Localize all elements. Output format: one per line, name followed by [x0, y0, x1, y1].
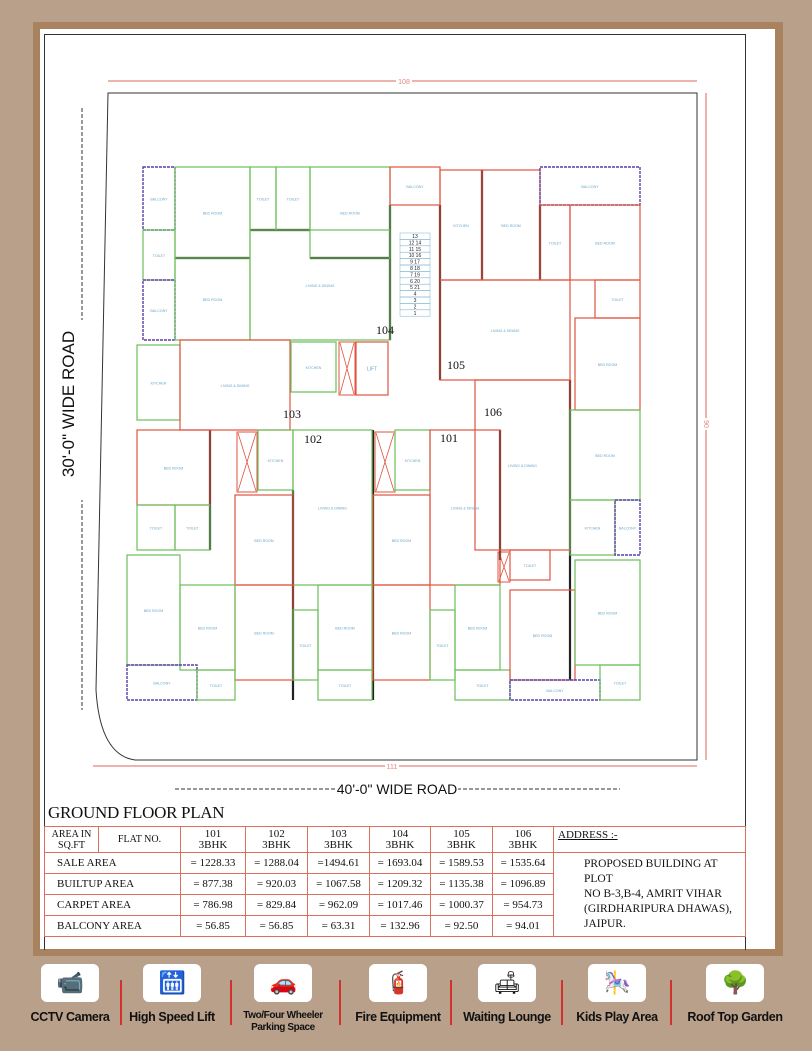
flat-number-label: 106	[484, 405, 502, 419]
stair-number: 3	[413, 298, 417, 304]
area-value: = 954.73	[493, 895, 554, 916]
area-value: = 1067.58	[308, 874, 370, 895]
address-line: PROPOSED BUILDING AT PLOT	[584, 858, 718, 885]
room-label: TOILET	[611, 298, 624, 302]
plan-title: GROUND FLOOR PLAN	[48, 803, 225, 822]
road-label-bottom: 40'-0" WIDE ROAD	[336, 781, 458, 797]
header-area: AREA IN SQ.FT	[45, 827, 99, 853]
stair-number: 2	[413, 304, 417, 311]
stair-number: 9 17	[410, 259, 420, 266]
room-label: TOILET	[523, 564, 537, 568]
amenity-label: High Speed Lift	[129, 1010, 215, 1024]
garden-icon: 🌳	[706, 964, 764, 1002]
room-label: LIVING & DINING	[305, 284, 335, 288]
area-value: = 92.50	[431, 916, 493, 937]
room-label: BED ROOM	[595, 241, 615, 246]
room-label: BED ROOM	[501, 224, 521, 228]
room-label: BED ROOM	[143, 609, 164, 613]
header-flat-101: 101 3BHK	[181, 827, 246, 853]
flat-number-label: 103	[283, 407, 301, 421]
room-label: TOILET	[338, 684, 352, 688]
address-line: NO B-3,B-4, AMRIT VIHAR	[584, 888, 722, 900]
dim-bottom: 111	[386, 764, 398, 771]
stair-number: 11 15	[408, 246, 422, 253]
address-label: ADDRESS :-	[554, 827, 746, 853]
dim-right: 90	[702, 420, 709, 428]
area-value: = 132.96	[370, 916, 431, 937]
flat-number-label: 104	[376, 323, 394, 337]
stair-number: 8 18	[410, 266, 420, 272]
header-flat-102: 102 3BHK	[246, 827, 308, 853]
amenities-bar	[0, 960, 812, 1050]
room-label: BED ROOM	[595, 454, 615, 458]
area-table	[44, 826, 746, 937]
area-value: =1494.61	[308, 853, 370, 874]
flat-number-label: 102	[304, 432, 322, 446]
room-label: BED ROOM	[335, 626, 355, 631]
header-flat-106: 106 3BHK	[493, 827, 554, 853]
amenity-label: Kids Play Area	[576, 1010, 658, 1024]
row-label: CARPET AREA	[45, 895, 181, 916]
stair-number: 7 19	[410, 272, 420, 279]
area-value: = 877.38	[181, 874, 246, 895]
swing-icon: 🎠	[588, 964, 646, 1002]
amenity-separator	[561, 980, 563, 1025]
room-label: BED ROOM	[467, 626, 488, 631]
parking-icon: 🚗	[254, 964, 312, 1002]
area-value: = 1535.64	[493, 853, 554, 874]
header-flat-105: 105 3BHK	[431, 827, 493, 853]
amenity-label: Roof Top Garden	[687, 1010, 783, 1024]
room-label: BALCONY	[618, 526, 637, 531]
room-label: TOILET	[299, 644, 312, 648]
room-label: TOILET	[149, 526, 163, 531]
address-text	[554, 853, 746, 937]
room-label: BALCONY	[150, 309, 168, 313]
room-label: BED ROOM	[163, 466, 184, 471]
row-label: BALCONY AREA	[45, 916, 181, 937]
lounge-icon: 🛋	[478, 964, 536, 1002]
room-label: TOILET	[286, 197, 300, 202]
area-value: = 1000.37	[431, 895, 493, 916]
amenity-label: Two/Four Wheeler	[243, 1010, 323, 1021]
room-label: LIVING & DINING	[490, 329, 520, 333]
area-value: = 1096.89	[493, 874, 554, 895]
table-row	[45, 853, 746, 874]
room-label: LIVING & DINING	[450, 506, 480, 511]
area-value: = 94.01	[493, 916, 554, 937]
amenity-label: Fire Equipment	[355, 1010, 441, 1024]
room-label: KITCHEN	[453, 224, 469, 228]
room-label: BED ROOM	[197, 626, 218, 631]
room-label: BED ROOM	[597, 363, 618, 367]
room-label: BED ROOM	[532, 634, 553, 638]
room-label: BED ROOM	[597, 611, 618, 616]
amenity-label-2: Parking Space	[251, 1022, 315, 1033]
cctv-camera-icon: 📹	[41, 964, 99, 1002]
stair-number: 12 14	[408, 240, 422, 247]
amenity-separator	[339, 980, 341, 1025]
room-label: LIVING & DINING	[318, 506, 347, 511]
area-value: = 56.85	[246, 916, 308, 937]
room-label: KITCHEN	[305, 366, 322, 370]
room-label: KITCHEN	[267, 459, 284, 463]
stair-number: 13	[412, 234, 418, 240]
room-label: KITCHEN	[404, 459, 421, 463]
room-label: LIVING & DINING	[508, 464, 537, 468]
stair-number: 4	[413, 291, 417, 298]
room-label: BED ROOM	[391, 631, 412, 636]
fire-extinguisher-icon: 🧯	[369, 964, 427, 1002]
amenity-kids-play-area	[552, 964, 682, 1024]
room-label: BALCONY	[581, 185, 599, 189]
area-value: = 829.84	[246, 895, 308, 916]
area-value: = 1017.46	[370, 895, 431, 916]
address-line: (GIRDHARIPURA DHAWAS),	[584, 903, 732, 915]
area-value: = 920.03	[246, 874, 308, 895]
room-label: TOILET	[436, 644, 449, 648]
amenity-separator	[450, 980, 452, 1025]
address-line: JAIPUR.	[584, 918, 626, 930]
area-value: = 1209.32	[370, 874, 431, 895]
room-label: BED ROOM	[340, 211, 360, 216]
area-value: = 1693.04	[370, 853, 431, 874]
plot-boundary	[96, 93, 697, 760]
room-label: TOILET	[613, 681, 627, 686]
room-label: BED ROOM	[391, 539, 412, 543]
room-label: LIFT	[366, 366, 378, 373]
dim-top: 108	[398, 79, 410, 86]
room-label: KITCHEN	[150, 381, 167, 386]
room-label: BED ROOM	[254, 631, 274, 636]
area-value: = 1589.53	[431, 853, 493, 874]
room-label: BED ROOM	[254, 539, 274, 543]
header-flat-104: 104 3BHK	[370, 827, 431, 853]
flat-number-label: 105	[447, 358, 465, 372]
road-label-left: 30'-0" WIDE ROAD	[59, 330, 78, 478]
row-label: SALE AREA	[45, 853, 181, 874]
room-label: LIVING & DINING	[220, 384, 250, 388]
room-label: TOILET	[209, 684, 223, 688]
area-value: = 786.98	[181, 895, 246, 916]
amenity-roof-top-garden	[670, 964, 800, 1024]
room-label: TOILET	[152, 254, 166, 258]
area-value: = 1135.38	[431, 874, 493, 895]
room-label: TOILET	[476, 684, 489, 688]
lift-icon: 🛗	[143, 964, 201, 1002]
amenity-separator	[230, 980, 232, 1025]
room-label: BALCONY	[153, 681, 171, 686]
amenity-separator	[120, 980, 122, 1025]
area-value: = 63.31	[308, 916, 370, 937]
table-header-row	[45, 827, 746, 853]
stair-number: 6 20	[410, 278, 420, 285]
amenity-two-four-wheeler	[218, 964, 348, 1034]
stair-number: 10 16	[408, 253, 422, 260]
amenity-label: Waiting Lounge	[463, 1010, 551, 1024]
area-value: = 1288.04	[246, 853, 308, 874]
room-label: BALCONY	[406, 185, 424, 189]
area-value: = 1228.33	[181, 853, 246, 874]
stair-number: 1	[413, 310, 417, 317]
stair-number: 5 21	[410, 285, 420, 292]
amenity-label: CCTV Camera	[30, 1010, 110, 1024]
room-label: TOILET	[256, 197, 270, 202]
room-label: KITCHEN	[584, 526, 601, 531]
room-label: TOILET	[548, 241, 562, 246]
row-label: BUILTUP AREA	[45, 874, 181, 895]
room-label: BED ROOM	[202, 298, 223, 302]
room-label: TOILET	[186, 526, 199, 531]
room-label: BALCONY	[150, 197, 168, 202]
amenity-separator	[670, 980, 672, 1025]
header-flat-103: 103 3BHK	[308, 827, 370, 853]
area-value: = 962.09	[308, 895, 370, 916]
room-label: BED ROOM	[202, 211, 223, 216]
area-value: = 56.85	[181, 916, 246, 937]
room-label: BALCONY	[546, 689, 564, 693]
header-flat-no: FLAT NO.	[99, 827, 181, 853]
flat-number-label: 101	[440, 431, 458, 445]
